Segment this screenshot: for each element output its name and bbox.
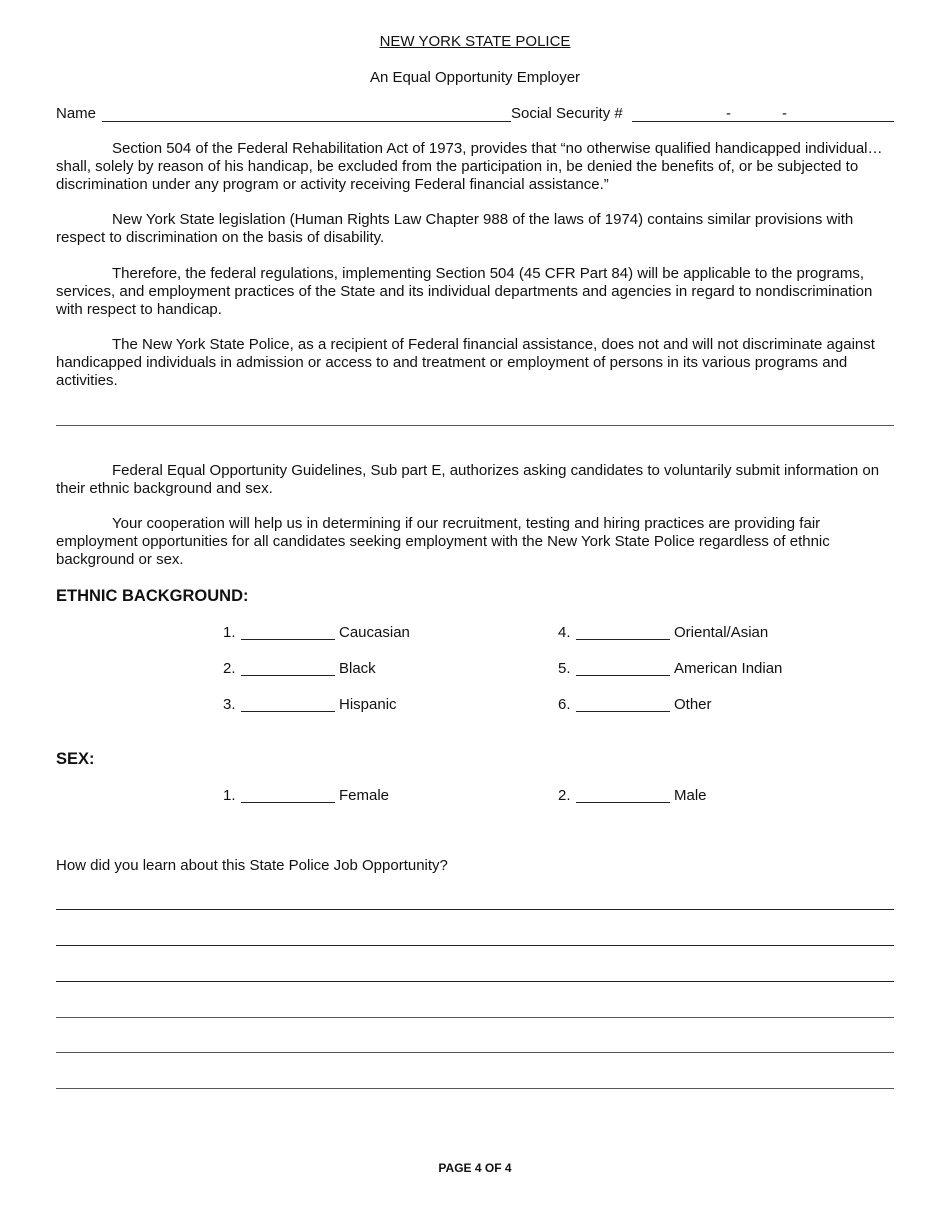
page-title: NEW YORK STATE POLICE [379, 33, 571, 50]
option-label: Other [674, 696, 712, 713]
paragraph-nysp-policy: The New York State Police, as a recipient of Federal financial assistance, does not and will not discriminate against handicapped individuals in admission or access to and treatment or employment of persons in its various programs and activities. [56, 336, 875, 389]
name-label: Name [56, 105, 97, 122]
option-label: Hispanic [339, 696, 397, 713]
ethnic-blank-other[interactable] [576, 697, 670, 712]
option-number: 3. [223, 696, 236, 713]
sex-option-male [558, 787, 707, 804]
job-source-question: How did you learn about this State Police Job Opportunity? [56, 857, 448, 874]
option-number: 5. [558, 660, 571, 677]
ethnic-option-oriental-asian [558, 624, 768, 641]
ethnic-option-hispanic [223, 696, 397, 713]
section-divider [56, 425, 894, 426]
ethnic-blank-caucasian[interactable] [241, 625, 335, 640]
answer-line[interactable] [56, 945, 894, 946]
ethnic-blank-black[interactable] [241, 661, 335, 676]
answer-line[interactable] [56, 981, 894, 982]
option-label: Male [674, 787, 707, 804]
sex-heading: SEX: [56, 750, 95, 768]
ethnic-blank-american-indian[interactable] [576, 661, 670, 676]
paragraph-federal-regulations: Therefore, the federal regulations, implementing Section 504 (45 CFR Part 84) will be applicable to the programs, services, and employment practices of the State and its individual departments and agencies in regard to nondiscrimination with respect to handicap. [56, 265, 873, 318]
option-number: 1. [223, 624, 236, 641]
paragraph-section-504: Section 504 of the Federal Rehabilitation Act of 1973, provides that “no otherwise qualified handicapped individual…shall, solely by reason of his handicap, be excluded from the participation in, be denied the benefits of, or be subjected to discrimination under any program or activity receiving Federal financial assistance.” [56, 140, 883, 193]
ssn-field[interactable] [632, 121, 894, 122]
ssn-separator: - [782, 105, 787, 122]
sex-blank-female[interactable] [241, 788, 335, 803]
option-label: Oriental/Asian [674, 624, 769, 641]
option-label: Black [339, 660, 376, 677]
answer-line[interactable] [56, 1088, 894, 1089]
sex-blank-male[interactable] [576, 788, 670, 803]
option-label: Caucasian [339, 624, 410, 641]
ssn-separator: - [726, 105, 731, 122]
paragraph-eeo-guidelines: Federal Equal Opportunity Guidelines, Sub part E, authorizes asking candidates to voluntarily submit information on their ethnic background and sex. [56, 462, 880, 497]
sex-option-female [223, 787, 389, 804]
paragraph-cooperation: Your cooperation will help us in determining if our recruitment, testing and hiring practices are providing fair employment opportunities for all candidates seeking employment with the New York State Police regardless of ethnic background or sex. [56, 515, 830, 568]
ethnic-option-caucasian [223, 624, 410, 641]
ethnic-option-american-indian [558, 660, 782, 677]
option-number: 1. [223, 787, 236, 804]
ethnic-option-black [223, 660, 376, 677]
option-label: American Indian [674, 660, 783, 677]
answer-line[interactable] [56, 1052, 894, 1053]
option-number: 2. [223, 660, 236, 677]
ethnic-option-other [558, 696, 712, 713]
ethnic-blank-oriental-asian[interactable] [576, 625, 670, 640]
ethnic-background-heading: ETHNIC BACKGROUND: [56, 587, 249, 605]
page-number: PAGE 4 OF 4 [438, 1161, 512, 1175]
paragraph-ny-legislation: New York State legislation (Human Rights Law Chapter 988 of the laws of 1974) contains similar provisions with respect to discrimination on the basis of disability. [56, 211, 854, 246]
option-label: Female [339, 787, 390, 804]
option-number: 6. [558, 696, 571, 713]
answer-line[interactable] [56, 1017, 894, 1018]
ethnic-blank-hispanic[interactable] [241, 697, 335, 712]
option-number: 2. [558, 787, 571, 804]
option-number: 4. [558, 624, 571, 641]
ssn-label: Social Security # [511, 105, 623, 122]
page-subtitle: An Equal Opportunity Employer [369, 69, 581, 86]
name-field[interactable] [102, 121, 511, 122]
answer-line[interactable] [56, 909, 894, 910]
